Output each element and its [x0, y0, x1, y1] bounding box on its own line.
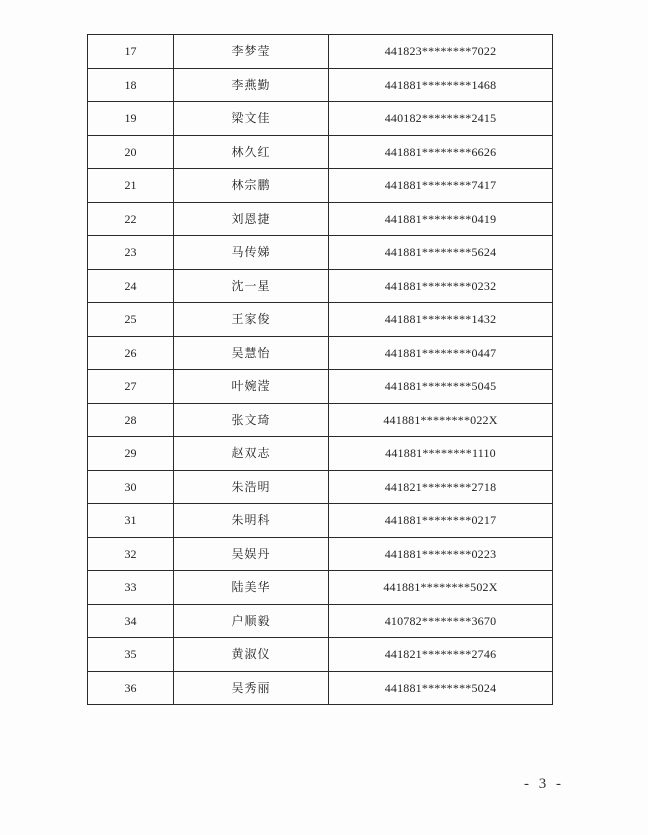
table-row	[88, 403, 553, 437]
table-row	[88, 35, 553, 69]
id-number-cell: 441821********2718	[329, 470, 553, 504]
name-cell: 吴慧怡	[174, 336, 329, 370]
table-row	[88, 470, 553, 504]
table-row	[88, 638, 553, 672]
table-row	[88, 604, 553, 638]
name-cell: 马传娣	[174, 236, 329, 270]
row-number-cell: 26	[88, 336, 174, 370]
id-number-cell: 441881********022X	[329, 403, 553, 437]
id-number-cell: 441881********0419	[329, 202, 553, 236]
row-number-cell: 30	[88, 470, 174, 504]
name-cell: 朱浩明	[174, 470, 329, 504]
row-number-cell: 23	[88, 236, 174, 270]
table-row	[88, 537, 553, 571]
table-row	[88, 135, 553, 169]
row-number-cell: 27	[88, 370, 174, 404]
table-row	[88, 571, 553, 605]
id-number-cell: 441881********5024	[329, 671, 553, 705]
name-cell: 吴秀丽	[174, 671, 329, 705]
row-number-cell: 29	[88, 437, 174, 471]
name-cell: 户顺毅	[174, 604, 329, 638]
row-number-cell: 24	[88, 269, 174, 303]
id-number-cell: 441881********7417	[329, 169, 553, 203]
id-number-cell: 441881********5045	[329, 370, 553, 404]
name-cell: 沈一星	[174, 269, 329, 303]
name-cell: 朱明科	[174, 504, 329, 538]
id-number-cell: 441881********502X	[329, 571, 553, 605]
name-cell: 林宗鹏	[174, 169, 329, 203]
table-row	[88, 169, 553, 203]
row-number-cell: 28	[88, 403, 174, 437]
row-number-cell: 20	[88, 135, 174, 169]
row-number-cell: 18	[88, 68, 174, 102]
id-number-cell: 440182********2415	[329, 102, 553, 136]
name-cell: 叶婉滢	[174, 370, 329, 404]
table-row	[88, 671, 553, 705]
row-number-cell: 19	[88, 102, 174, 136]
name-cell: 李燕勤	[174, 68, 329, 102]
roster-table-body	[88, 35, 553, 705]
row-number-cell: 21	[88, 169, 174, 203]
id-number-cell: 410782********3670	[329, 604, 553, 638]
name-cell: 张文琦	[174, 403, 329, 437]
row-number-cell: 36	[88, 671, 174, 705]
name-cell: 李梦莹	[174, 35, 329, 69]
row-number-cell: 25	[88, 303, 174, 337]
id-number-cell: 441881********1432	[329, 303, 553, 337]
id-number-cell: 441881********1468	[329, 68, 553, 102]
table-row	[88, 504, 553, 538]
table-row	[88, 269, 553, 303]
roster-table	[87, 34, 553, 705]
row-number-cell: 31	[88, 504, 174, 538]
table-row	[88, 68, 553, 102]
name-cell: 林久红	[174, 135, 329, 169]
row-number-cell: 32	[88, 537, 174, 571]
name-cell: 陆美华	[174, 571, 329, 605]
row-number-cell: 35	[88, 638, 174, 672]
row-number-cell: 17	[88, 35, 174, 69]
table-row	[88, 102, 553, 136]
row-number-cell: 22	[88, 202, 174, 236]
id-number-cell: 441881********0223	[329, 537, 553, 571]
table-row	[88, 336, 553, 370]
row-number-cell: 34	[88, 604, 174, 638]
table-row	[88, 202, 553, 236]
name-cell: 梁文佳	[174, 102, 329, 136]
table-row	[88, 303, 553, 337]
name-cell: 刘恩捷	[174, 202, 329, 236]
name-cell: 王家俊	[174, 303, 329, 337]
id-number-cell: 441881********1110	[329, 437, 553, 471]
name-cell: 黄淑仪	[174, 638, 329, 672]
name-cell: 吴娱丹	[174, 537, 329, 571]
table-row	[88, 370, 553, 404]
name-cell: 赵双志	[174, 437, 329, 471]
id-number-cell: 441881********0232	[329, 269, 553, 303]
page-number: - 3 -	[524, 776, 564, 792]
id-number-cell: 441881********0447	[329, 336, 553, 370]
id-number-cell: 441823********7022	[329, 35, 553, 69]
table-row	[88, 437, 553, 471]
table-row	[88, 236, 553, 270]
id-number-cell: 441821********2746	[329, 638, 553, 672]
id-number-cell: 441881********0217	[329, 504, 553, 538]
row-number-cell: 33	[88, 571, 174, 605]
id-number-cell: 441881********5624	[329, 236, 553, 270]
id-number-cell: 441881********6626	[329, 135, 553, 169]
